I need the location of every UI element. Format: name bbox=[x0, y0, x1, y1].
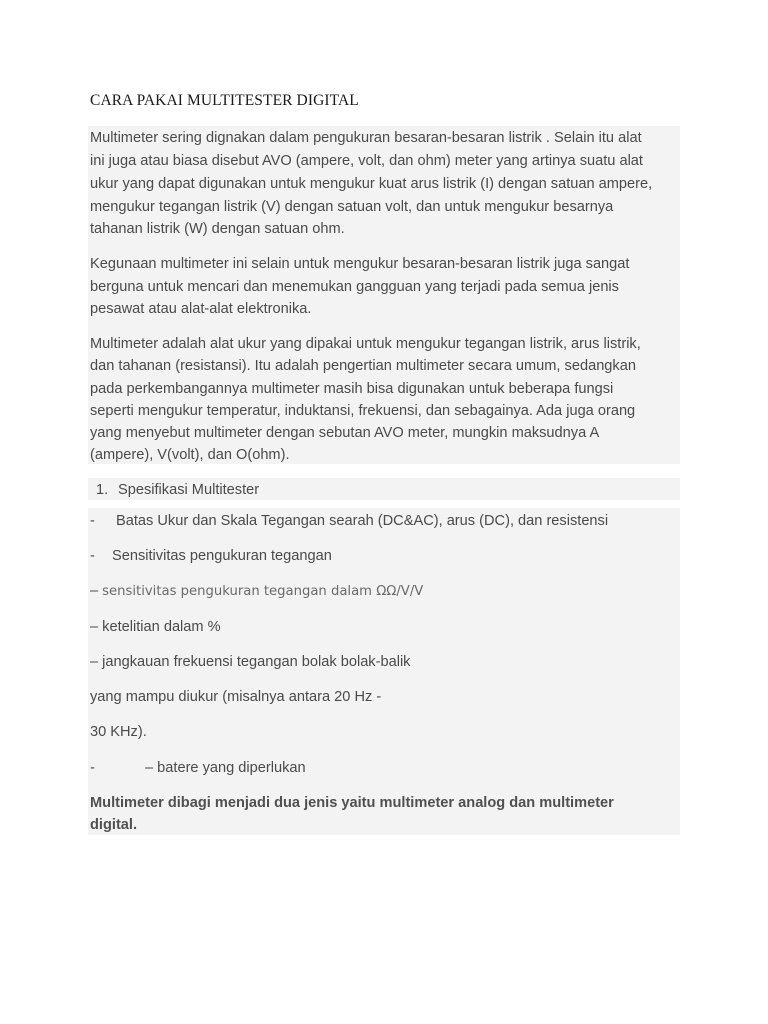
spec-item-8-bullet: - bbox=[90, 760, 95, 776]
paragraph-3-line-1: Multimeter adalah alat ukur yang dipakai untuk mengukur tegangan listrik, arus listrik, bbox=[90, 336, 641, 352]
paragraph-3-line-4: seperti mengukur temperatur, induktansi, frekuensi, dan sebagainya. Ada juga orang bbox=[90, 403, 636, 419]
paragraph-2-line-2: berguna untuk mencari dan menemukan gangguan yang terjadi pada semua jenis bbox=[90, 279, 619, 295]
paragraph-1-line-3: ukur yang dapat digunakan untuk mengukur kuat arus listrik (I) dengan satuan ampere, bbox=[90, 176, 653, 192]
paragraph-1-line-4: mengukur tegangan listrik (V) dengan satuan volt, dan untuk mengukur besarnya bbox=[90, 199, 614, 215]
spec-item-6: yang mampu diukur (misalnya antara 20 Hz - bbox=[90, 689, 382, 705]
spec-item-8: – batere yang diperlukan bbox=[145, 760, 306, 776]
paragraph-2-line-3: pesawat atau alat-alat elektronika. bbox=[90, 301, 312, 317]
paragraph-1-line-2: ini juga atau biasa disebut AVO (ampere, volt, dan ohm) meter yang artinya suatu alat bbox=[90, 153, 643, 169]
list-heading: Spesifikasi Multitester bbox=[118, 482, 260, 498]
paragraph-1-line-5: tahanan listrik (W) dengan satuan ohm. bbox=[90, 221, 345, 237]
paragraph-1-line-1: Multimeter sering dignakan dalam pengukuran besaran-besaran listrik . Selain itu alat bbox=[90, 130, 642, 146]
spec-item-3-text: sensitivitas pengukuran tegangan dalam ΩΩ/V/V bbox=[102, 584, 424, 599]
paragraph-3-line-6: (ampere), V(volt), dan O(ohm). bbox=[90, 447, 290, 463]
paragraph-2-line-1: Kegunaan multimeter ini selain untuk mengukur besaran-besaran listrik juga sangat bbox=[90, 256, 630, 272]
spec-item-5: – jangkauan frekuensi tegangan bolak bolak-balik bbox=[90, 654, 411, 670]
spec-item-3-prefix: – bbox=[90, 583, 103, 599]
spec-item-4: – ketelitian dalam % bbox=[90, 619, 221, 635]
spec-item-1-bullet: - bbox=[90, 513, 95, 529]
spec-item-7: 30 KHz). bbox=[90, 724, 147, 740]
spec-item-2: Sensitivitas pengukuran tegangan bbox=[112, 548, 332, 564]
spec-item-3 bbox=[90, 580, 423, 603]
paragraph-3-line-5: yang menyebut multimeter dengan sebutan AVO meter, mungkin maksudnya A bbox=[90, 425, 600, 441]
paragraph-3-line-2: dan tahanan (resistansi). Itu adalah pengertian multimeter secara umum, sedangkan bbox=[90, 358, 636, 374]
conclusion-line-2: digital. bbox=[90, 817, 138, 833]
page-title: CARA PAKAI MULTITESTER DIGITAL bbox=[90, 92, 359, 109]
conclusion-line-1: Multimeter dibagi menjadi dua jenis yaitu multimeter analog dan multimeter bbox=[90, 795, 614, 811]
list-number: 1. bbox=[96, 482, 109, 498]
spec-item-2-bullet: - bbox=[90, 548, 95, 564]
paragraph-3-line-3: pada perkembangannya multimeter masih bisa digunakan untuk beberapa fungsi bbox=[90, 381, 614, 397]
spec-item-1: Batas Ukur dan Skala Tegangan searah (DC&AC), arus (DC), dan resistensi bbox=[116, 513, 609, 529]
